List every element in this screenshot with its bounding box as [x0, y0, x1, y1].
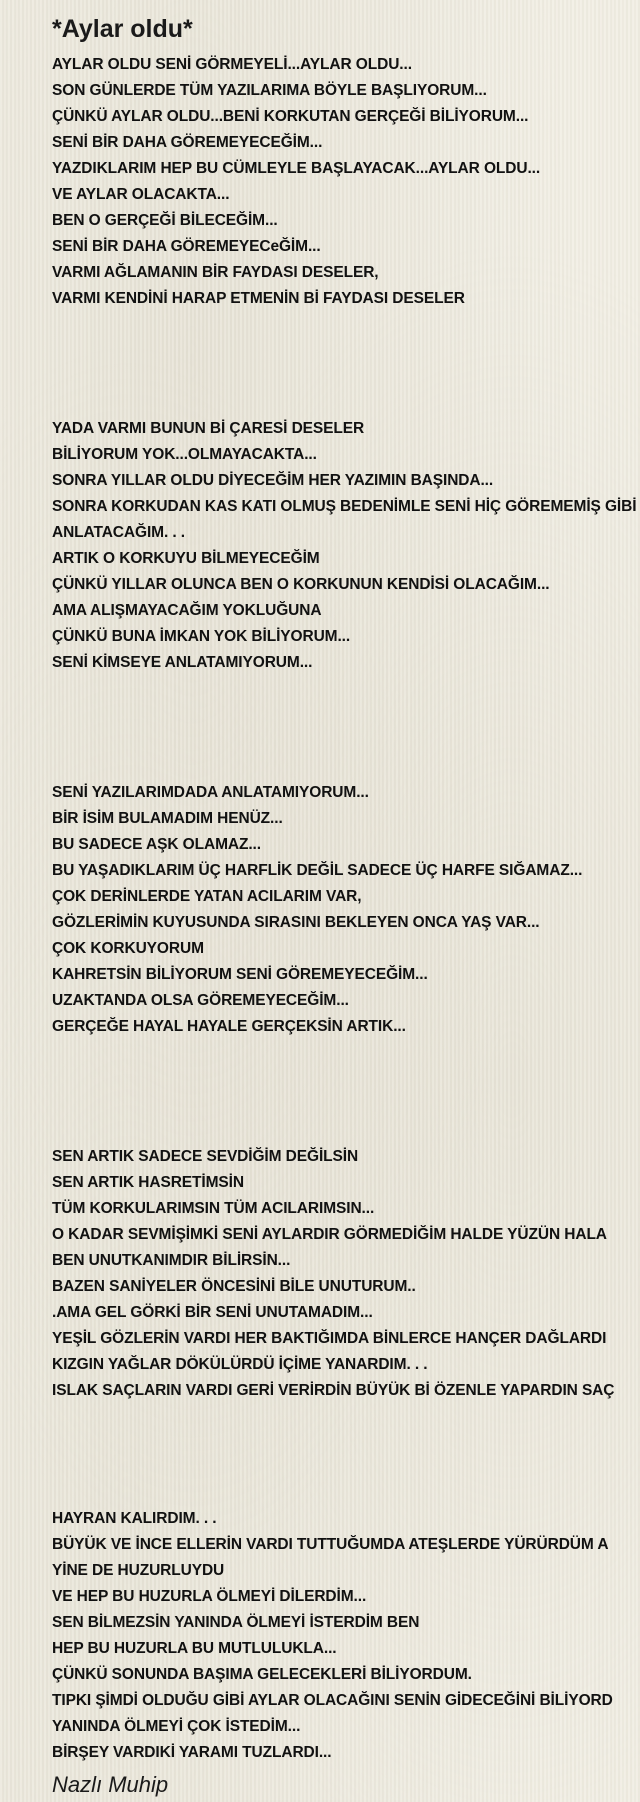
poem-line: TÜM KORKULARIMSIN TÜM ACILARIMSIN... — [52, 1200, 375, 1217]
poem-line: SON GÜNLERDE TÜM YAZILARIMA BÖYLE BAŞLIYORUM... — [52, 82, 487, 99]
poem-line: SEN ARTIK SADECE SEVDİĞİM DEĞİLSİN — [52, 1148, 359, 1165]
author-signature: Nazlı Muhip — [52, 1772, 169, 1797]
stanza-2 — [52, 416, 640, 676]
poem-line: AMA ALIŞMAYACAĞIM YOKLUĞUNA — [52, 602, 322, 619]
poem-line: BAZEN SANİYELER ÖNCESİNİ BİLE UNUTURUM.. — [52, 1278, 416, 1295]
poem-line: KIZGIN YAĞLAR DÖKÜLÜRDÜ İÇİME YANARDIM. . . — [52, 1356, 428, 1373]
poem-line: VE HEP BU HUZURLA ÖLMEYİ DİLERDİM... — [52, 1588, 367, 1605]
poem-line: SENİ BİR DAHA GÖREMEYECeĞİM... — [52, 238, 321, 255]
stanza-spacer — [52, 1040, 640, 1144]
stanza-spacer — [52, 312, 640, 416]
poem-line: TIPKI ŞİMDİ OLDUĞU GİBİ AYLAR OLACAĞINI SENİN GİDECEĞİNİ BİLİYORD — [52, 1692, 613, 1709]
poem-line: HEP BU HUZURLA BU MUTLULUKLA... — [52, 1640, 337, 1657]
poem-line: GÖZLERİMİN KUYUSUNDA SIRASINI BEKLEYEN ONCA YAŞ VAR... — [52, 914, 540, 931]
poem-container — [52, 10, 640, 1802]
poem-line: BİRŞEY VARDIKİ YARAMI TUZLARDI... — [52, 1744, 332, 1761]
poem-line: BU YAŞADIKLARIM ÜÇ HARFLİK DEĞİL SADECE ÜÇ HARFE SIĞAMAZ... — [52, 862, 583, 879]
poem-line: ISLAK SAÇLARIN VARDI GERİ VERİRDİN BÜYÜK Bİ ÖZENLE YAPARDIN SAÇ — [52, 1382, 615, 1399]
poem-line: VARMI KENDİNİ HARAP ETMENİN Bİ FAYDASI DESELER — [52, 290, 465, 307]
poem-line: ÇÜNKÜ AYLAR OLDU...BENİ KORKUTAN GERÇEĞİ BİLİYORUM... — [52, 108, 529, 125]
poem-line: SEN BİLMEZSİN YANINDA ÖLMEYİ İSTERDİM BEN — [52, 1614, 420, 1631]
poem-line: YİNE DE HUZURLUYDU — [52, 1562, 225, 1579]
poem-line: BEN UNUTKANIMDIR BİLİRSİN... — [52, 1252, 291, 1269]
poem-line: BU SADECE AŞK OLAMAZ... — [52, 836, 261, 853]
poem-line: ÇÜNKÜ BUNA İMKAN YOK BİLİYORUM... — [52, 628, 351, 645]
poem-line: ÇOK DERİNLERDE YATAN ACILARIM VAR, — [52, 888, 362, 905]
poem-line: BÜYÜK VE İNCE ELLERİN VARDI TUTTUĞUMDA ATEŞLERDE YÜRÜRDÜM A — [52, 1536, 609, 1553]
poem-line: ÇÜNKÜ YILLAR OLUNCA BEN O KORKUNUN KENDİSİ OLACAĞIM... — [52, 576, 550, 593]
poem-line: .AMA GEL GÖRKİ BİR SENİ UNUTAMADIM... — [52, 1304, 373, 1321]
stanza-4 — [52, 1144, 640, 1404]
stanza-spacer — [52, 1404, 640, 1506]
poem-title: *Aylar oldu* — [52, 15, 193, 43]
poem-line: SENİ KİMSEYE ANLATAMIYORUM... — [52, 654, 313, 671]
stanza-5 — [52, 1506, 640, 1766]
poem-line: BEN O GERÇEĞİ BİLECEĞİM... — [52, 212, 278, 229]
stanza-1 — [52, 52, 640, 312]
stanza-3 — [52, 780, 640, 1040]
poem-line: YEŞİL GÖZLERİN VARDI HER BAKTIĞIMDA BİNLERCE HANÇER DAĞLARDI — [52, 1330, 607, 1347]
poem-line: YAZDIKLARIM HEP BU CÜMLEYLE BAŞLAYACAK...AYLAR OLDU... — [52, 160, 541, 177]
poem-line: ANLATACAĞIM. . . — [52, 524, 186, 541]
poem-line: O KADAR SEVMİŞİMKİ SENİ AYLARDIR GÖRMEDİĞİM HALDE YÜZÜN HALA — [52, 1226, 607, 1243]
poem-line: SENİ YAZILARIMDADA ANLATAMIYORUM... — [52, 784, 369, 801]
stanza-spacer — [52, 676, 640, 780]
poem-line: SEN ARTIK HASRETİMSİN — [52, 1174, 244, 1191]
poem-line: AYLAR OLDU SENİ GÖRMEYELİ...AYLAR OLDU... — [52, 56, 412, 73]
poem-line: GERÇEĞE HAYAL HAYALE GERÇEKSİN ARTIK... — [52, 1018, 406, 1035]
poem-line: YANINDA ÖLMEYİ ÇOK İSTEDİM... — [52, 1718, 301, 1735]
poem-line: KAHRETSİN BİLİYORUM SENİ GÖREMEYECEĞİM... — [52, 966, 428, 983]
poem-line: SONRA KORKUDAN KAS KATI OLMUŞ BEDENİMLE SENİ HİÇ GÖREMEMİŞ GİBİ — [52, 498, 637, 515]
poem-line: ÇOK KORKUYORUM — [52, 940, 204, 957]
poem-line: SENİ BİR DAHA GÖREMEYECEĞİM... — [52, 134, 323, 151]
poem-line: SONRA YILLAR OLDU DİYECEĞİM HER YAZIMIN BAŞINDA... — [52, 472, 494, 489]
poem-line: BİLİYORUM YOK...OLMAYACAKTA... — [52, 446, 317, 463]
poem-line: ÇÜNKÜ SONUNDA BAŞIMA GELECEKLERİ BİLİYORDUM. — [52, 1666, 472, 1683]
poem-line: ARTIK O KORKUYU BİLMEYECEĞİM — [52, 550, 320, 567]
poem-line: VARMI AĞLAMANIN BİR FAYDASI DESELER, — [52, 264, 379, 281]
poem-line: UZAKTANDA OLSA GÖREMEYECEĞİM... — [52, 992, 349, 1009]
poem-line: YADA VARMI BUNUN Bİ ÇARESİ DESELER — [52, 420, 365, 437]
poem-line: VE AYLAR OLACAKTA... — [52, 186, 230, 203]
poem-line: HAYRAN KALIRDIM. . . — [52, 1510, 217, 1527]
poem-line: BİR İSİM BULAMADIM HENÜZ... — [52, 810, 283, 827]
